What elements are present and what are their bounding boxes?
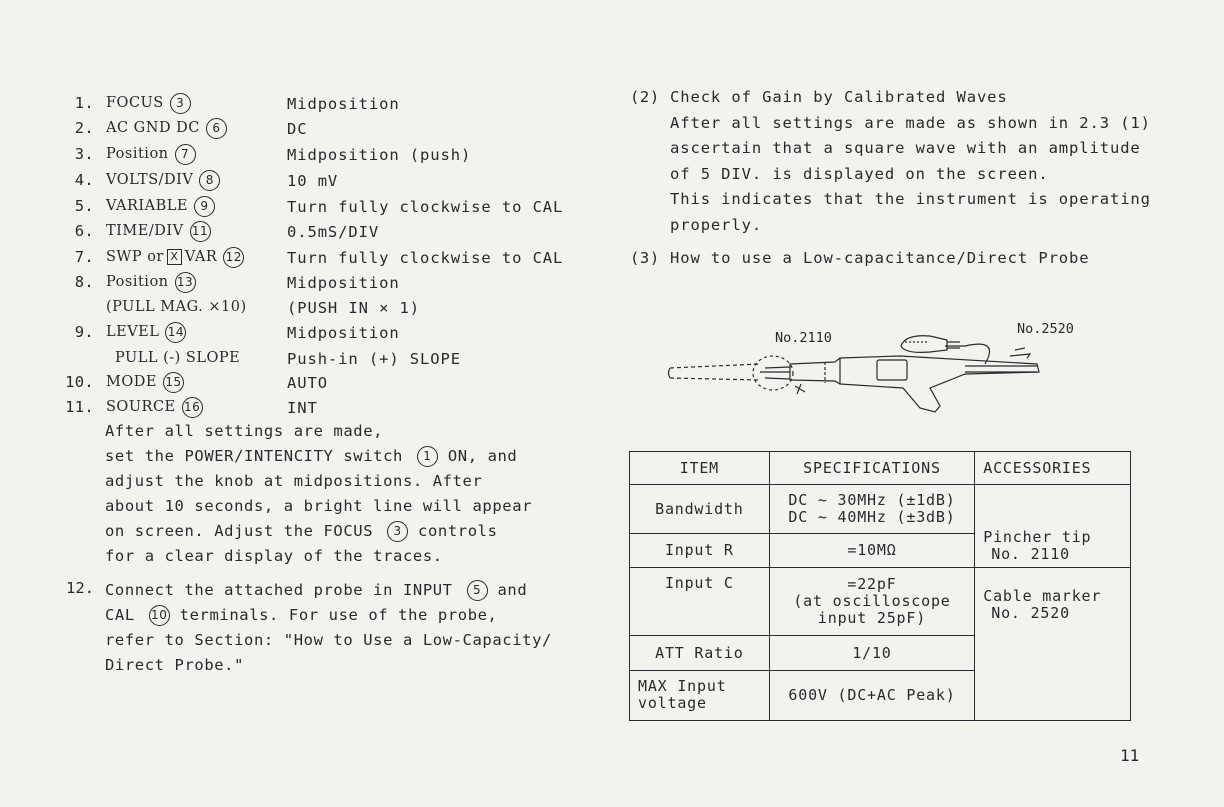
pincher-tip-outline: [753, 356, 793, 390]
circled-number: 11: [190, 221, 211, 242]
table-row: [630, 567, 1131, 636]
circled-number: 14: [165, 322, 186, 343]
text-line: about 10 seconds, a bright line will appear: [105, 497, 533, 515]
setting-value: Turn fully clockwise to CAL: [287, 249, 564, 267]
section-2-number: (2): [630, 88, 660, 106]
setting-value: 0.5mS/DIV: [287, 223, 380, 241]
row-label: Input R: [630, 533, 770, 567]
setting-value: Midposition: [287, 324, 400, 342]
text-line: Direct Probe.": [105, 656, 245, 674]
setting-value: Turn fully clockwise to CAL: [287, 198, 564, 216]
text-line: CAL 10 terminals. For use of the probe,: [105, 606, 498, 624]
row-value: =22pF (at oscilloscope input 25pF): [769, 567, 975, 636]
setting-number: 11.: [65, 398, 94, 416]
setting-value: AUTO: [287, 374, 328, 392]
setting-label: LEVEL 14: [106, 321, 186, 343]
setting-number: 5.: [74, 197, 94, 215]
setting-value: Midposition (push): [287, 146, 472, 164]
row-value: 600V (DC+AC Peak): [769, 670, 975, 720]
header-specifications: SPECIFICATIONS: [769, 452, 975, 485]
text-line: adjust the knob at midpositions. After: [105, 472, 483, 490]
row-label: MAX Input voltage: [630, 670, 770, 720]
probe-label-2110: No.2110: [775, 330, 832, 346]
text-line: on screen. Adjust the FOCUS 3 controls: [105, 522, 498, 540]
setting-label: VARIABLE 9: [106, 195, 215, 217]
text-line: properly.: [670, 215, 763, 234]
circled-number: 5: [467, 580, 488, 601]
setting-number: 6.: [74, 222, 94, 240]
accessory-cable-marker: Cable marker No. 2520: [975, 567, 1131, 720]
setting-value: (PUSH IN × 1): [287, 299, 421, 317]
text-line: refer to Section: "How to Use a Low-Capacity/: [105, 631, 552, 649]
setting-label: VOLTS/DIV 8: [106, 169, 220, 191]
probe-tip-dashed: [670, 364, 760, 380]
text-line: for a clear display of the traces.: [105, 547, 443, 565]
probe-label-2520: No.2520: [1017, 321, 1074, 337]
text-line: of 5 DIV. is displayed on the screen.: [670, 164, 1049, 183]
circled-number: 10: [149, 605, 170, 626]
page-number: 11: [1120, 746, 1140, 765]
setting-value: DC: [287, 120, 308, 138]
boxed-x-icon: X: [167, 249, 182, 265]
circled-number: 16: [182, 397, 203, 418]
header-accessories: ACCESSORIES: [975, 452, 1131, 485]
setting-number: 1.: [74, 94, 94, 112]
text-line: Connect the attached probe in INPUT 5 and: [105, 581, 528, 599]
after-settings-paragraph: [105, 419, 532, 569]
circled-number: 7: [175, 144, 196, 165]
setting-label: TIME/DIV 11: [106, 220, 211, 242]
setting-value: 10 mV: [287, 172, 339, 190]
row-value: =10MΩ: [769, 533, 975, 567]
alligator-clip: [901, 336, 947, 353]
circled-number: 15: [163, 372, 184, 393]
row-value: 1/10: [769, 636, 975, 670]
row-label: Bandwidth: [630, 485, 770, 533]
spec-table: [629, 451, 1131, 721]
setting-label: SWP or X VAR 12: [106, 246, 244, 268]
circled-number: 3: [387, 521, 408, 542]
row-label: ATT Ratio: [630, 636, 770, 670]
text-line: ascertain that a square wave with an amplitude: [670, 139, 1141, 157]
circled-number: 13: [175, 272, 196, 293]
circled-number: 8: [199, 170, 220, 191]
row-label: Input C: [630, 567, 770, 636]
setting-label: SOURCE 16: [106, 396, 203, 418]
setting-value: Midposition: [287, 274, 400, 292]
section-3-title: How to use a Low-capacitance/Direct Probe: [670, 249, 1090, 267]
setting-value: Push-in (+) SLOPE: [287, 350, 461, 368]
setting-label: FOCUS 3: [106, 92, 191, 114]
setting-number: 2.: [74, 119, 94, 137]
setting-number: 3.: [74, 145, 94, 163]
table-header-row: [630, 452, 1131, 485]
setting-number: 7.: [74, 248, 94, 266]
setting-number: 9.: [74, 323, 94, 341]
text-line: This indicates that the instrument is operating: [670, 190, 1151, 208]
setting-number: 4.: [74, 171, 94, 189]
setting-number: 8.: [74, 273, 94, 291]
probe-barrel: [790, 356, 1039, 412]
section-3-number: (3): [630, 249, 660, 267]
setting-label: Position 13: [106, 271, 196, 293]
text-line: After all settings are made,: [105, 422, 384, 440]
accessory-pincher-tip: Pincher tip No. 2110: [975, 485, 1131, 568]
row-value: DC ~ 30MHz (±1dB) DC ~ 40MHz (±3dB): [769, 485, 975, 533]
circled-number: 9: [194, 196, 215, 217]
setting-value: Midposition: [287, 95, 400, 113]
section-2-paragraph: [670, 85, 1151, 238]
text-line: set the POWER/INTENCITY switch 1 ON, and: [105, 447, 518, 465]
setting-number: 10.: [65, 373, 94, 391]
circled-number: 3: [170, 93, 191, 114]
circled-number: 6: [206, 118, 227, 139]
probe-illustration: [665, 328, 1055, 423]
setting-label: Position 7: [106, 143, 196, 165]
setting-label: MODE 15: [106, 371, 184, 393]
table-row: [630, 485, 1131, 533]
setting-label: PULL (-) SLOPE: [115, 350, 241, 366]
item-number: 12.: [66, 579, 94, 597]
circled-number: 12: [223, 247, 244, 268]
circled-number: 1: [417, 446, 438, 467]
setting-label: AC GND DC 6: [106, 117, 227, 139]
text-line: After all settings are made as shown in 2.3 (1): [670, 113, 1151, 132]
item-12-paragraph: [105, 578, 552, 678]
setting-value: INT: [287, 399, 318, 417]
section-2-title: Check of Gain by Calibrated Waves: [670, 88, 1008, 106]
setting-label: (PULL MAG. ×10): [106, 299, 247, 315]
header-item: ITEM: [630, 452, 770, 485]
